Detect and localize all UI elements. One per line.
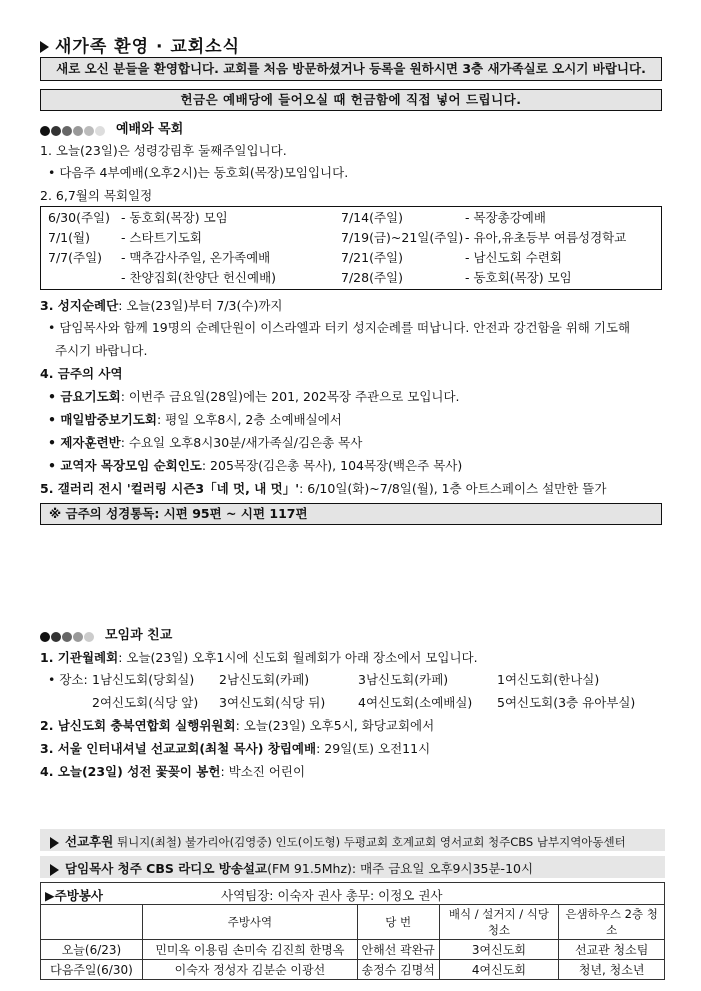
- welcome-box: 새로 오신 분들을 환영합니다. 교회를 처음 방문하셨거나 등록을 원하시면 3층 새가족실로 오시기 바랍니다.: [40, 57, 662, 81]
- schedule-date: 7/1(월): [48, 230, 90, 245]
- triangle-bullet-icon: [40, 41, 49, 53]
- bible-reading-box: ※ 금주의 성경통독: 시편 95편 ~ 시편 117편: [40, 503, 662, 525]
- schedule-event: - 맥추감사주일, 온가족예배: [121, 250, 271, 265]
- worship-item-3-sub-cont: 주시기 바랍니다.: [55, 343, 148, 358]
- table-row: [41, 940, 665, 960]
- place-item: 2여신도회(식당 앞): [92, 695, 199, 710]
- schedule-box: [40, 206, 662, 290]
- table-cell: 4여신도회: [439, 960, 559, 980]
- radio-banner: 담임목사 청주 CBS 라디오 방송설교(FM 91.5Mhz): 매주 금요일 오후9시35분-10시: [40, 856, 665, 878]
- table-header-cell: [41, 905, 143, 940]
- table-row: [41, 960, 665, 980]
- schedule-event: - 유아,유초등부 여름성경학교: [465, 230, 627, 245]
- triangle-bullet-icon: [50, 864, 59, 876]
- worship-section-heading: 예배와 목회: [40, 118, 183, 137]
- ministry-item: • 교역자 목장모임 순회인도: 205목장(김은총 목사), 104목장(백은주 목사): [48, 458, 463, 473]
- worship-item-2: 2. 6,7월의 목회일정: [40, 188, 153, 203]
- place-item: 3여신도회(식당 뒤): [219, 695, 326, 710]
- schedule-date: 7/21(주일): [341, 250, 403, 265]
- table-cell: 민미옥 이용림 손미숙 김진희 한명옥: [142, 940, 357, 960]
- table-cell: 송정수 김명석: [357, 960, 439, 980]
- page-title: 새가족 환영 · 교회소식: [40, 32, 240, 57]
- table-header-cell: 당 번: [357, 905, 439, 940]
- worship-item-1: 1. 오늘(23일)은 성령강림후 둘째주일입니다.: [40, 143, 287, 158]
- table-cell: 청년, 청소년: [559, 960, 665, 980]
- kitchen-service-header: ▶주방봉사 사역팀장: 이숙자 권사 총무: 이정오 권사: [40, 882, 665, 904]
- schedule-event: - 남신도회 수련회: [465, 250, 562, 265]
- schedule-event: - 스타트기도회: [121, 230, 202, 245]
- schedule-event: - 찬양집회(찬양단 헌신예배): [121, 270, 277, 285]
- fellowship-item-2: 2. 남신도회 충북연합회 실행위원회: 오늘(23일) 오후5시, 화당교회에서: [40, 718, 435, 733]
- place-item: 3남신도회(카페): [358, 672, 449, 687]
- place-item: 2남신도회(카페): [219, 672, 310, 687]
- schedule-date: 7/14(주일): [341, 210, 403, 225]
- table-header-row: [41, 905, 665, 940]
- places-label: • 장소:: [48, 672, 88, 687]
- table-cell: 이숙자 정성자 김분순 이광선: [142, 960, 357, 980]
- ministry-item: • 제자훈련반: 수요일 오후8시30분/새가족실/김은총 목사: [48, 435, 363, 450]
- schedule-date: 7/19(금)~21일(주일): [341, 230, 464, 245]
- schedule-date: 6/30(주일): [48, 210, 110, 225]
- place-item: 1남신도회(당회실): [92, 672, 195, 687]
- worship-item-5: 5. 갤러리 전시 '컬러링 시즌3「네 멋, 내 멋」': 6/10일(화)~7/8일(월), 1층 아트스페이스 설만한 뜰가: [40, 481, 607, 496]
- schedule-event: - 동호회(목장) 모임: [465, 270, 572, 285]
- schedule-date: 7/28(주일): [341, 270, 403, 285]
- table-header-cell: 주방사역: [142, 905, 357, 940]
- place-item: 4여신도회(소예배실): [358, 695, 473, 710]
- fellowship-section-heading: 모임과 친교: [40, 624, 172, 643]
- worship-item-4: 4. 금주의 사역: [40, 366, 123, 381]
- fellowship-item-1: 1. 기관월례회: 오늘(23일) 오후1시에 신도회 월례회가 아래 장소에서 모입니다.: [40, 650, 478, 665]
- table-cell: 오늘(6/23): [41, 940, 143, 960]
- ministry-item: • 매일밤중보기도회: 평일 오후8시, 2층 소예배실에서: [48, 412, 342, 427]
- ministry-item: • 금요기도회: 이번주 금요일(28일)에는 201, 202목장 주관으로 모입니다.: [48, 389, 460, 404]
- table-cell: 선교관 청소팀: [559, 940, 665, 960]
- table-cell: 3여신도회: [439, 940, 559, 960]
- table-header-cell: 은샘하우스 2층 청소: [559, 905, 665, 940]
- schedule-event: - 동호회(목장) 모임: [121, 210, 228, 225]
- offering-box: 헌금은 예배당에 들어오실 때 헌금함에 직접 넣어 드립니다.: [40, 89, 662, 111]
- dots-bullet-icon: [40, 122, 106, 137]
- worship-item-1-sub: • 다음주 4부예배(오후2시)는 동호회(목장)모임입니다.: [48, 165, 349, 180]
- table-cell: 다음주일(6/30): [41, 960, 143, 980]
- table-header-cell: 배식 / 설거지 / 식당 청소: [439, 905, 559, 940]
- schedule-event: - 목장총강예배: [465, 210, 546, 225]
- place-item: 5여신도회(3층 유아부실): [497, 695, 636, 710]
- schedule-date: 7/7(주일): [48, 250, 103, 265]
- dots-bullet-icon: [40, 628, 95, 643]
- fellowship-item-4: 4. 오늘(23일) 성전 꽃꽂이 봉헌: 박소진 어린이: [40, 764, 306, 779]
- fellowship-item-3: 3. 서울 인터내셔널 선교교회(최철 목사) 창립예배: 29일(토) 오전11시: [40, 741, 431, 756]
- table-cell: 안해선 곽완규: [357, 940, 439, 960]
- worship-item-3: 3. 성지순례단: 오늘(23일)부터 7/3(수)까지: [40, 298, 283, 313]
- mission-banner: 선교후원 튀니지(최철) 불가리아(김영중) 인도(이도형) 두평교회 호계교회 영서교회 청주CBS 남부지역아동센터: [40, 829, 665, 851]
- worship-item-3-sub: • 담임목사와 함께 19명의 순례단원이 이스라엘과 터키 성지순례를 떠납니다. 안전과 강건함을 위해 기도해: [48, 320, 631, 335]
- place-item: 1여신도회(한나실): [497, 672, 600, 687]
- triangle-bullet-icon: [50, 837, 59, 849]
- kitchen-service-table: [40, 904, 665, 980]
